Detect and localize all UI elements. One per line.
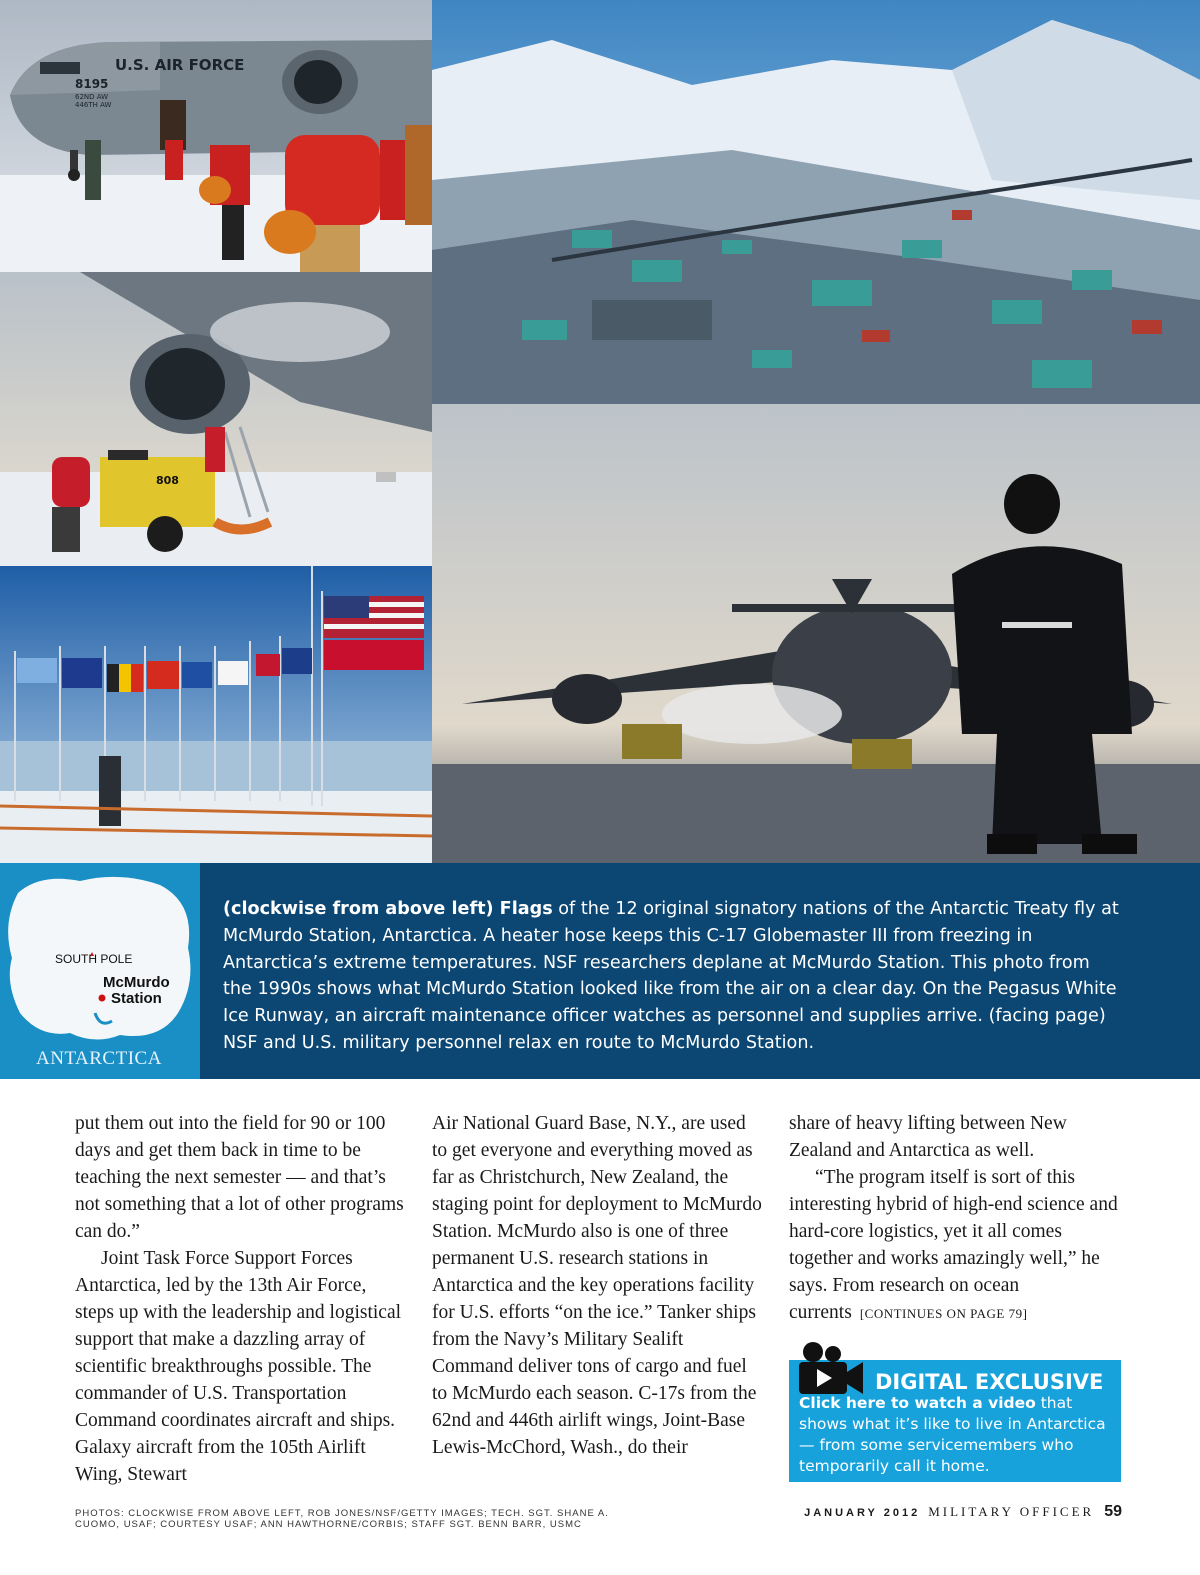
heater-number: 808	[156, 474, 179, 487]
page-number: 59	[1104, 1503, 1122, 1520]
photo-treaty-flags	[0, 566, 432, 863]
photo-caption	[223, 896, 1123, 1057]
folio	[804, 1503, 1122, 1521]
col3-paragraph-2-text: “The program itself is sort of this interesting hybrid of high-end science and hard-core logistics, yet it all comes together and works amazingly well,” he says. From research on ocean currents	[789, 1167, 1118, 1323]
caption-body: of the 12 original signatory nations of the Antarctic Treaty fly at McMurdo Station, Antarctica. A heater hose keeps this C-17 Globemaster III from freezing in Antarctica’s extreme temperatures. NSF researchers deplane at McMurdo Station. This photo from the 1990s shows what McMurdo Station looked like from the air on a clear day. On the Pegasus White Ice Runway, an aircraft maintenance officer watches as personnel and supplies arrive. (facing page) NSF and U.S. military personnel relax en route to McMurdo Station.	[223, 899, 1119, 1053]
wing-marking-1: 62ND AW	[75, 93, 109, 101]
mcmurdo-label-line2: Station	[111, 990, 162, 1007]
photo-researchers-deplane	[0, 0, 432, 272]
antarctica-label: ANTARCTICA	[36, 1048, 162, 1069]
magazine-name: MILITARY OFFICER	[928, 1504, 1095, 1519]
article-column-1	[75, 1110, 405, 1488]
photo-heater-hose	[0, 272, 432, 566]
col1-paragraph-1: put them out into the field for 90 or 100 days and get them back in time to be teaching the next semester — and that’s not something that a lot of other programs can do.”	[75, 1113, 404, 1242]
continues-link[interactable]: [CONTINUES ON PAGE 79]	[859, 1306, 1028, 1321]
article-column-3	[789, 1110, 1119, 1327]
south-pole-label: SOUTH POLE	[55, 952, 133, 966]
col2-paragraph-1: Air National Guard Base, N.Y., are used to get everyone and everything moved as far as Christchurch, New Zealand, the staging point for deployment to McMurdo Station. McMurdo also is one of three permanent U.S. research stations in Antarctica and the key operations facility for U.S. efforts “on the ice.” Tanker ships from the Navy’s Military Sealift Command deliver tons of cargo and fuel to McMurdo each season. C-17s from the 62nd and 446th airlift wings, Joint-Base Lewis-McChord, Wash., do their	[432, 1113, 762, 1458]
wing-marking-2: 446TH AW	[75, 101, 112, 109]
video-camera-icon	[797, 1338, 867, 1401]
col1-paragraph-2: Joint Task Force Support Forces Antarctica, led by the 13th Air Force, steps up with the leadership and logistical support that make a dazzling array of scientific breakthroughs possible. The commander of U.S. Transportation Command coordinates aircraft and ships. Galaxy aircraft from the 105th Airlift Wing, Stewart	[75, 1248, 402, 1485]
caption-lead: (clockwise from above left) Flags	[223, 899, 553, 919]
mcmurdo-label-line1: McMurdo	[103, 974, 170, 991]
digital-exclusive-box[interactable]	[789, 1360, 1121, 1482]
mcmurdo-station-label	[103, 975, 170, 1007]
antarctica-map	[0, 863, 200, 1079]
photo-maintenance-officer	[432, 404, 1200, 863]
digital-exclusive-title: DIGITAL EXCLUSIVE	[875, 1370, 1104, 1394]
tail-number: 8195	[75, 77, 109, 91]
digital-exclusive-text	[799, 1393, 1114, 1477]
photo-aerial-mcmurdo	[432, 0, 1200, 404]
digital-exclusive-body: that shows what it’s like to live in Antarctica — from some servicemembers who temporarily call it home.	[799, 1394, 1106, 1475]
col3-paragraph-1: share of heavy lifting between New Zealand and Antarctica as well.	[789, 1113, 1067, 1161]
issue-date: JANUARY 2012	[804, 1507, 921, 1519]
article-column-2	[432, 1110, 762, 1461]
col3-paragraph-2	[789, 1164, 1119, 1327]
photo-credits: PHOTOS: CLOCKWISE FROM ABOVE LEFT, ROB JONES/NSF/GETTY IMAGES; TECH. SGT. SHANE A. CUOMO, USAF; COURTESY USAF; ANN HAWTHORNE/CORBIS; STAFF SGT. BENN BARR, USMC	[75, 1508, 609, 1530]
plane-lettering: U.S. AIR FORCE	[115, 56, 245, 74]
watch-video-link[interactable]: Click here to watch a video	[799, 1394, 1036, 1412]
